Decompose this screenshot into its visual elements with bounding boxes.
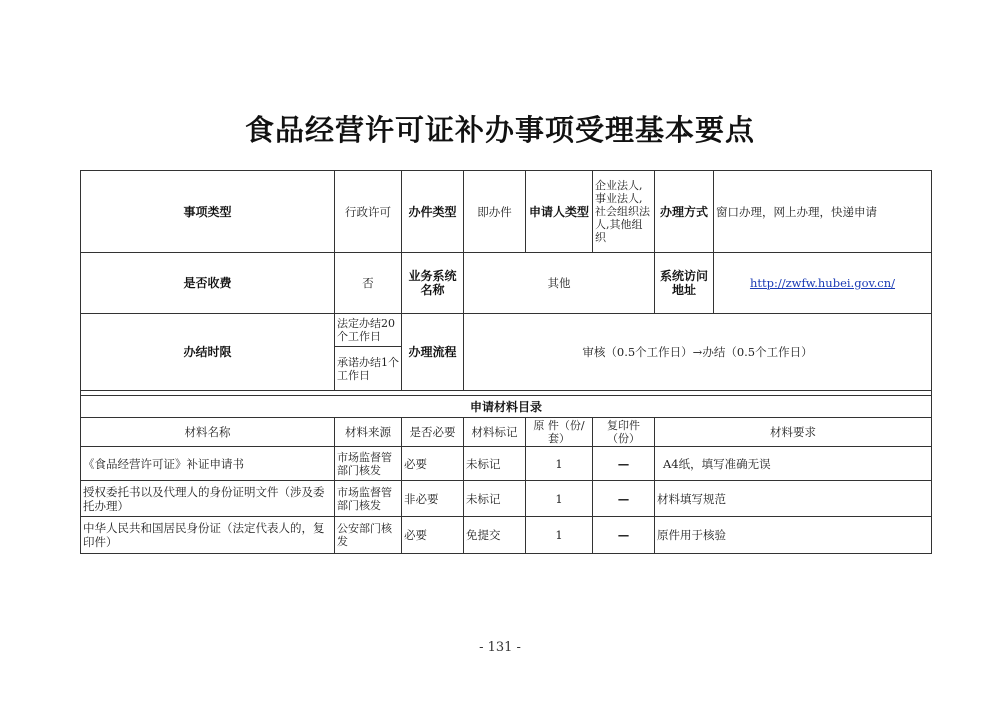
material-original: 1 [526, 481, 593, 517]
system-url-cell [714, 253, 932, 314]
header-mark: 材料标记 [464, 418, 526, 447]
table-row [81, 517, 932, 554]
material-requirement: A4纸，填写准确无误 [655, 447, 932, 481]
materials-section-row [81, 396, 932, 418]
material-mark: 未标记 [464, 481, 526, 517]
material-copy: — [593, 517, 655, 554]
material-name: 授权委托书以及代理人的身份证明文件（涉及委托办理） [81, 481, 335, 517]
header-original: 原 件（份/套） [526, 418, 593, 447]
material-copy: — [593, 447, 655, 481]
requirements-table [80, 170, 932, 554]
table-row [81, 447, 932, 481]
header-required: 是否必要 [402, 418, 464, 447]
material-mark: 未标记 [464, 447, 526, 481]
material-required: 必要 [402, 447, 464, 481]
applicant-type-label: 申请人类型 [526, 171, 593, 253]
page-number: - 131 - [479, 640, 521, 655]
handling-method-label: 办理方式 [655, 171, 714, 253]
promise-limit-value: 承诺办结1个工作日 [335, 347, 402, 391]
table-row [81, 481, 932, 517]
business-system-value: 其他 [464, 253, 655, 314]
legal-limit-value: 法定办结20个工作日 [335, 314, 402, 347]
applicant-type-value: 企业法人,事业法人,社会组织法人,其他组织 [593, 171, 655, 253]
materials-header-row [81, 418, 932, 447]
info-row-fee [81, 253, 932, 314]
material-original: 1 [526, 447, 593, 481]
material-requirement: 材料填写规范 [655, 481, 932, 517]
material-name: 《食品经营许可证》补证申请书 [81, 447, 335, 481]
matter-type-value: 行政许可 [335, 171, 402, 253]
info-row-time-limit [81, 314, 932, 347]
info-row-matter-type [81, 171, 932, 253]
process-value: 审核（0.5个工作日）→办结（0.5个工作日） [464, 314, 932, 391]
fee-label: 是否收费 [81, 253, 335, 314]
document-title: 食品经营许可证补办事项受理基本要点 [244, 113, 755, 147]
business-system-label: 业务系统名称 [402, 253, 464, 314]
process-label: 办理流程 [402, 314, 464, 391]
header-source: 材料来源 [335, 418, 402, 447]
header-requirement: 材料要求 [655, 418, 932, 447]
header-name: 材料名称 [81, 418, 335, 447]
case-type-value: 即办件 [464, 171, 526, 253]
case-type-label: 办件类型 [402, 171, 464, 253]
system-url-label: 系统访问地址 [655, 253, 714, 314]
matter-type-label: 事项类型 [81, 171, 335, 253]
material-copy: — [593, 481, 655, 517]
header-copy: 复印件（份） [593, 418, 655, 447]
material-requirement: 原件用于核验 [655, 517, 932, 554]
material-required: 必要 [402, 517, 464, 554]
material-original: 1 [526, 517, 593, 554]
material-source: 市场监督管部门核发 [335, 481, 402, 517]
handling-method-value: 窗口办理，网上办理，快递申请 [714, 171, 932, 253]
system-url-link[interactable]: http://zwfw.hubei.gov.cn/ [749, 276, 896, 290]
fee-value: 否 [335, 253, 402, 314]
time-limit-label: 办结时限 [81, 314, 335, 391]
material-mark: 免提交 [464, 517, 526, 554]
material-source: 市场监督管部门核发 [335, 447, 402, 481]
material-required: 非必要 [402, 481, 464, 517]
material-name: 中华人民共和国居民身份证（法定代表人的，复印件） [81, 517, 335, 554]
materials-section-title: 申请材料目录 [81, 396, 932, 418]
material-source: 公安部门核发 [335, 517, 402, 554]
